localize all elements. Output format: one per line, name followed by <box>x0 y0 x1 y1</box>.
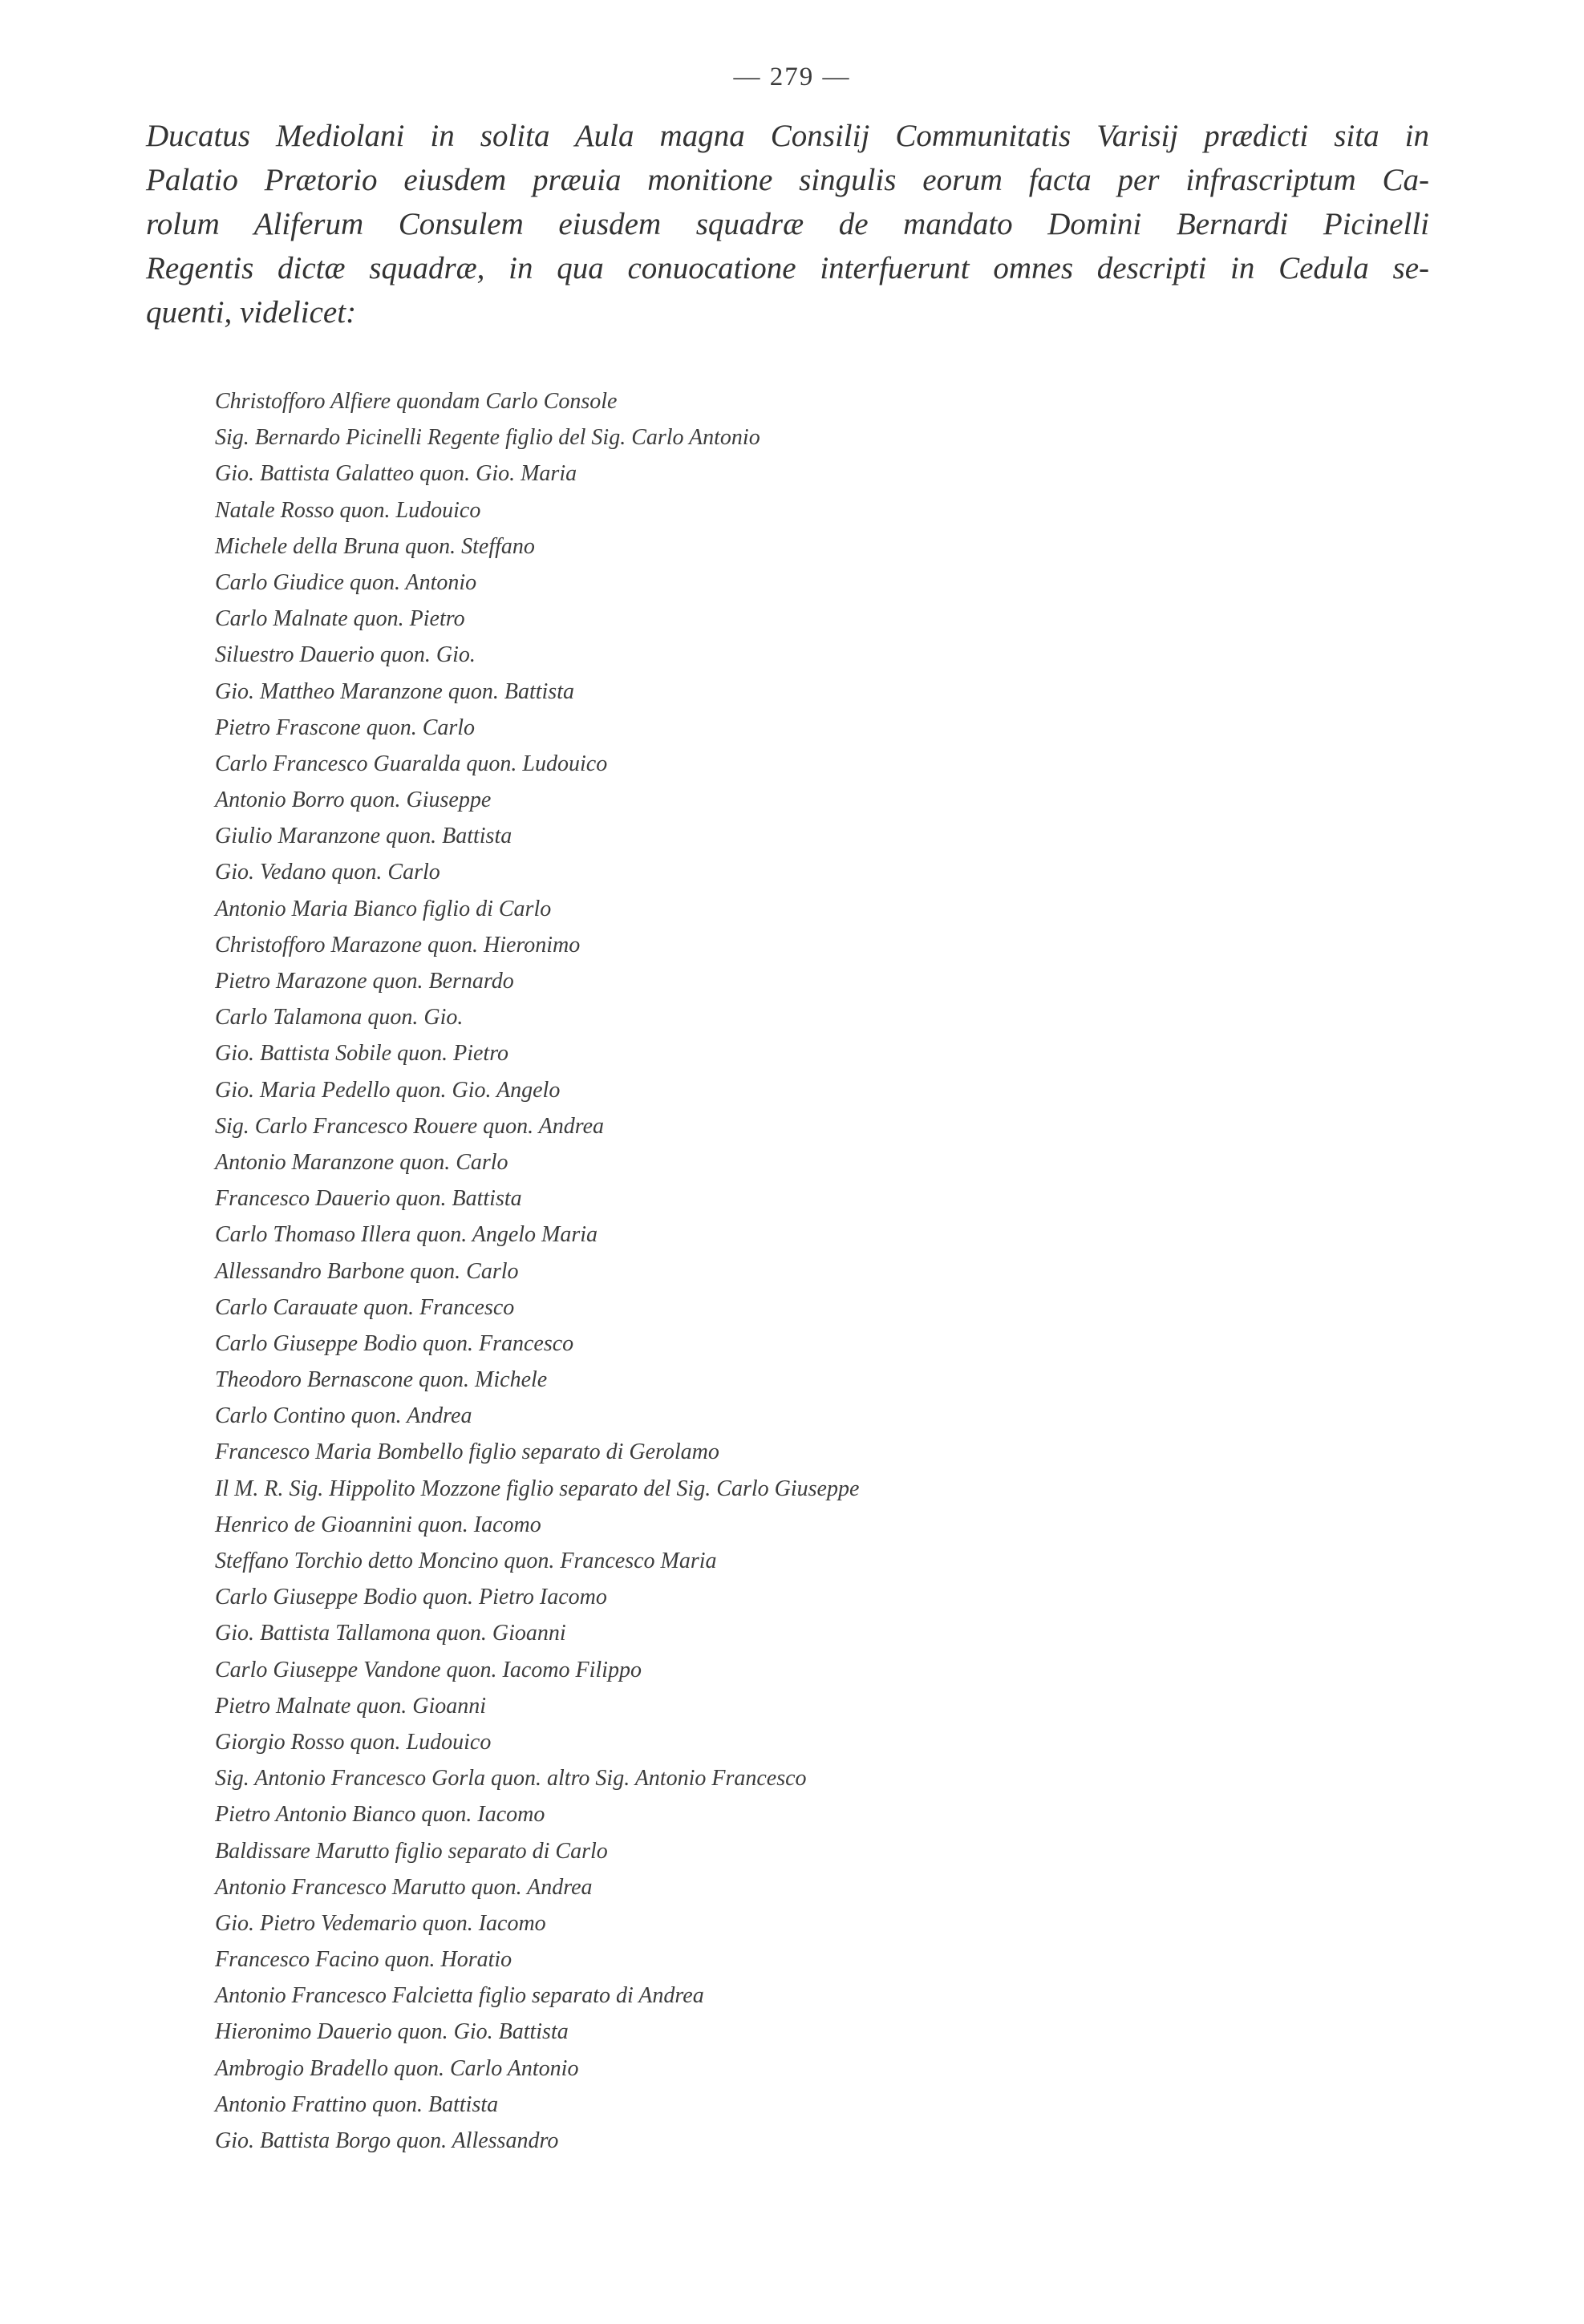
name-entry: Gio. Battista Galatteo quon. Gio. Maria <box>215 461 577 487</box>
name-entry: Carlo Giuseppe Bodio quon. Francesco <box>215 1330 574 1356</box>
name-entry: Pietro Frascone quon. Carlo <box>215 715 476 740</box>
page-number: — 279 — <box>733 63 851 91</box>
name-entry: Natale Rosso quon. Ludouico <box>215 497 481 523</box>
name-entry: Christofforo Alfiere quondam Carlo Console <box>215 389 618 414</box>
name-entry: Sig. Bernardo Picinelli Regente figlio del Sig. Carlo Antonio <box>215 425 760 451</box>
name-entry: Carlo Carauate quon. Francesco <box>215 1294 515 1320</box>
name-entry: Pietro Malnate quon. Gioanni <box>215 1693 487 1719</box>
name-entry: Ambrogio Bradello quon. Carlo Antonio <box>215 2055 579 2081</box>
name-entry: Henrico de Gioannini quon. Iacomo <box>215 1512 541 1537</box>
name-entry: Antonio Francesco Marutto quon. Andrea <box>215 1874 593 1900</box>
name-entry: Antonio Maranzone quon. Carlo <box>215 1149 508 1175</box>
name-entry: Carlo Giudice quon. Antonio <box>215 569 477 595</box>
name-entry: Siluestro Dauerio quon. Gio. <box>215 642 476 668</box>
name-entry: Giorgio Rosso quon. Ludouico <box>215 1729 492 1755</box>
name-entry: Gio. Battista Sobile quon. Pietro <box>215 1041 509 1067</box>
names-list <box>215 383 1418 2159</box>
name-entry: Gio. Maria Pedello quon. Gio. Angelo <box>215 1077 561 1103</box>
name-entry: Michele della Bruna quon. Steffano <box>215 533 535 559</box>
name-entry: Carlo Thomaso Illera quon. Angelo Maria <box>215 1222 598 1248</box>
name-entry: Francesco Facino quon. Horatio <box>215 1947 512 1973</box>
name-entry: Gio. Mattheo Maranzone quon. Battista <box>215 678 574 704</box>
intro-line: quenti, videlicet: <box>146 295 357 330</box>
name-entry: Antonio Frattino quon. Battista <box>215 2091 499 2117</box>
name-entry: Gio. Battista Tallamona quon. Gioanni <box>215 1621 566 1646</box>
name-entry: Sig. Carlo Francesco Rouere quon. Andrea <box>215 1113 605 1139</box>
name-entry: Francesco Maria Bombello figlio separato di Gerolamo <box>215 1439 719 1465</box>
name-entry: Baldissare Marutto figlio separato di Carlo <box>215 1838 608 1864</box>
intro-line: Ducatus Mediolani in solita Aula magna Consilij Communitatis Varisij prædicti sita in <box>146 119 1429 153</box>
name-entry: Gio. Vedano quon. Carlo <box>215 860 440 885</box>
intro-paragraph <box>146 114 1429 334</box>
name-entry: Antonio Maria Bianco figlio di Carlo <box>215 896 552 921</box>
name-entry: Theodoro Bernascone quon. Michele <box>215 1367 548 1393</box>
name-entry: Carlo Talamona quon. Gio. <box>215 1005 464 1030</box>
name-entry: Carlo Contino quon. Andrea <box>215 1403 472 1429</box>
name-entry: Il M. R. Sig. Hippolito Mozzone figlio separato del Sig. Carlo Giuseppe <box>215 1476 860 1501</box>
name-entry: Steffano Torchio detto Moncino quon. Francesco Maria <box>215 1549 717 1573</box>
name-entry: Gio. Battista Borgo quon. Allessandro <box>215 2128 559 2153</box>
name-entry: Christofforo Marazone quon. Hieronimo <box>215 932 581 958</box>
name-entry: Francesco Dauerio quon. Battista <box>215 1186 522 1212</box>
name-entry: Antonio Francesco Falcietta figlio separato di Andrea <box>215 1983 704 2009</box>
name-entry: Carlo Francesco Guaralda quon. Ludouico <box>215 751 608 776</box>
intro-line: Regentis dictæ squadræ, in qua conuocatione interfuerunt omnes descripti in Cedula se- <box>146 251 1429 285</box>
name-entry: Pietro Antonio Bianco quon. Iacomo <box>215 1802 545 1828</box>
name-entry: Hieronimo Dauerio quon. Gio. Battista <box>215 2019 569 2045</box>
name-entry: Antonio Borro quon. Giuseppe <box>215 787 492 813</box>
name-entry: Gio. Pietro Vedemario quon. Iacomo <box>215 1910 546 1936</box>
name-entry: Allessandro Barbone quon. Carlo <box>215 1258 519 1284</box>
name-entry: Giulio Maranzone quon. Battista <box>215 824 512 849</box>
name-entry: Sig. Antonio Francesco Gorla quon. altro Sig. Antonio Francesco <box>215 1766 807 1792</box>
name-entry: Carlo Malnate quon. Pietro <box>215 606 465 632</box>
intro-line: rolum Aliferum Consulem eiusdem squadræ de mandato Domini Bernardi Picinelli <box>146 207 1429 241</box>
name-entry: Pietro Marazone quon. Bernardo <box>215 969 514 994</box>
intro-line: Palatio Prætorio eiusdem præuia monitione singulis eorum facta per infrascriptum Ca- <box>146 163 1429 197</box>
name-entry: Carlo Giuseppe Bodio quon. Pietro Iacomo <box>215 1585 607 1610</box>
name-entry: Carlo Giuseppe Vandone quon. Iacomo Filippo <box>215 1657 642 1682</box>
